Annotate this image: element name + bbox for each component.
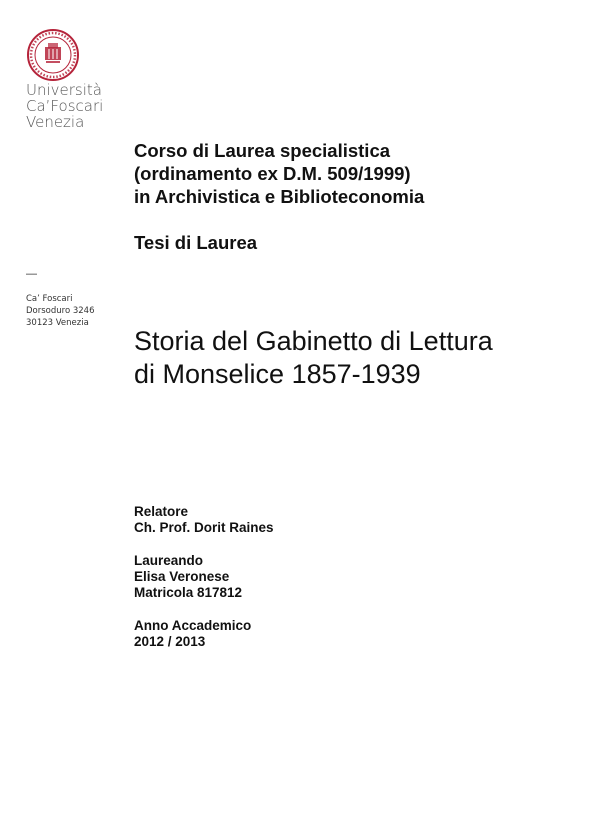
- address-separator: —: [26, 268, 37, 280]
- thesis-details: [134, 504, 274, 667]
- student-block: [134, 553, 274, 601]
- academic-year-label: Anno Accademico: [134, 618, 252, 633]
- university-name-line: Ca’Foscari: [26, 97, 104, 115]
- address-line: Ca’ Foscari: [26, 294, 73, 304]
- course-line: Corso di Laurea specialistica: [134, 140, 391, 161]
- course-line: in Archivistica e Biblioteconomia: [134, 186, 425, 207]
- university-address: [26, 293, 95, 329]
- thesis-title-line: Storia del Gabinetto di Lettura: [134, 326, 493, 356]
- supervisor-label: Relatore: [134, 504, 189, 519]
- course-line: (ordinamento ex D.M. 509/1999): [134, 163, 411, 184]
- supervisor-name: Ch. Prof. Dorit Raines: [134, 520, 274, 535]
- academic-year-value: 2012 / 2013: [134, 634, 206, 649]
- address-line: Dorsoduro 3246: [26, 306, 95, 316]
- supervisor-block: [134, 504, 274, 536]
- student-name: Elisa Veronese: [134, 569, 230, 584]
- university-name: [26, 82, 103, 130]
- university-name-line: Università: [26, 81, 102, 99]
- student-id: Matricola 817812: [134, 585, 243, 600]
- university-name-line: Venezia: [26, 113, 85, 131]
- thesis-title-line: di Monselice 1857-1939: [134, 359, 421, 389]
- thesis-type: Tesi di Laurea: [134, 232, 258, 253]
- academic-year-block: [134, 618, 274, 650]
- student-label: Laureando: [134, 553, 204, 568]
- address-line: 30123 Venezia: [26, 318, 89, 328]
- thesis-title: [134, 325, 493, 391]
- course-heading: [134, 139, 424, 208]
- university-seal-icon: [26, 28, 80, 82]
